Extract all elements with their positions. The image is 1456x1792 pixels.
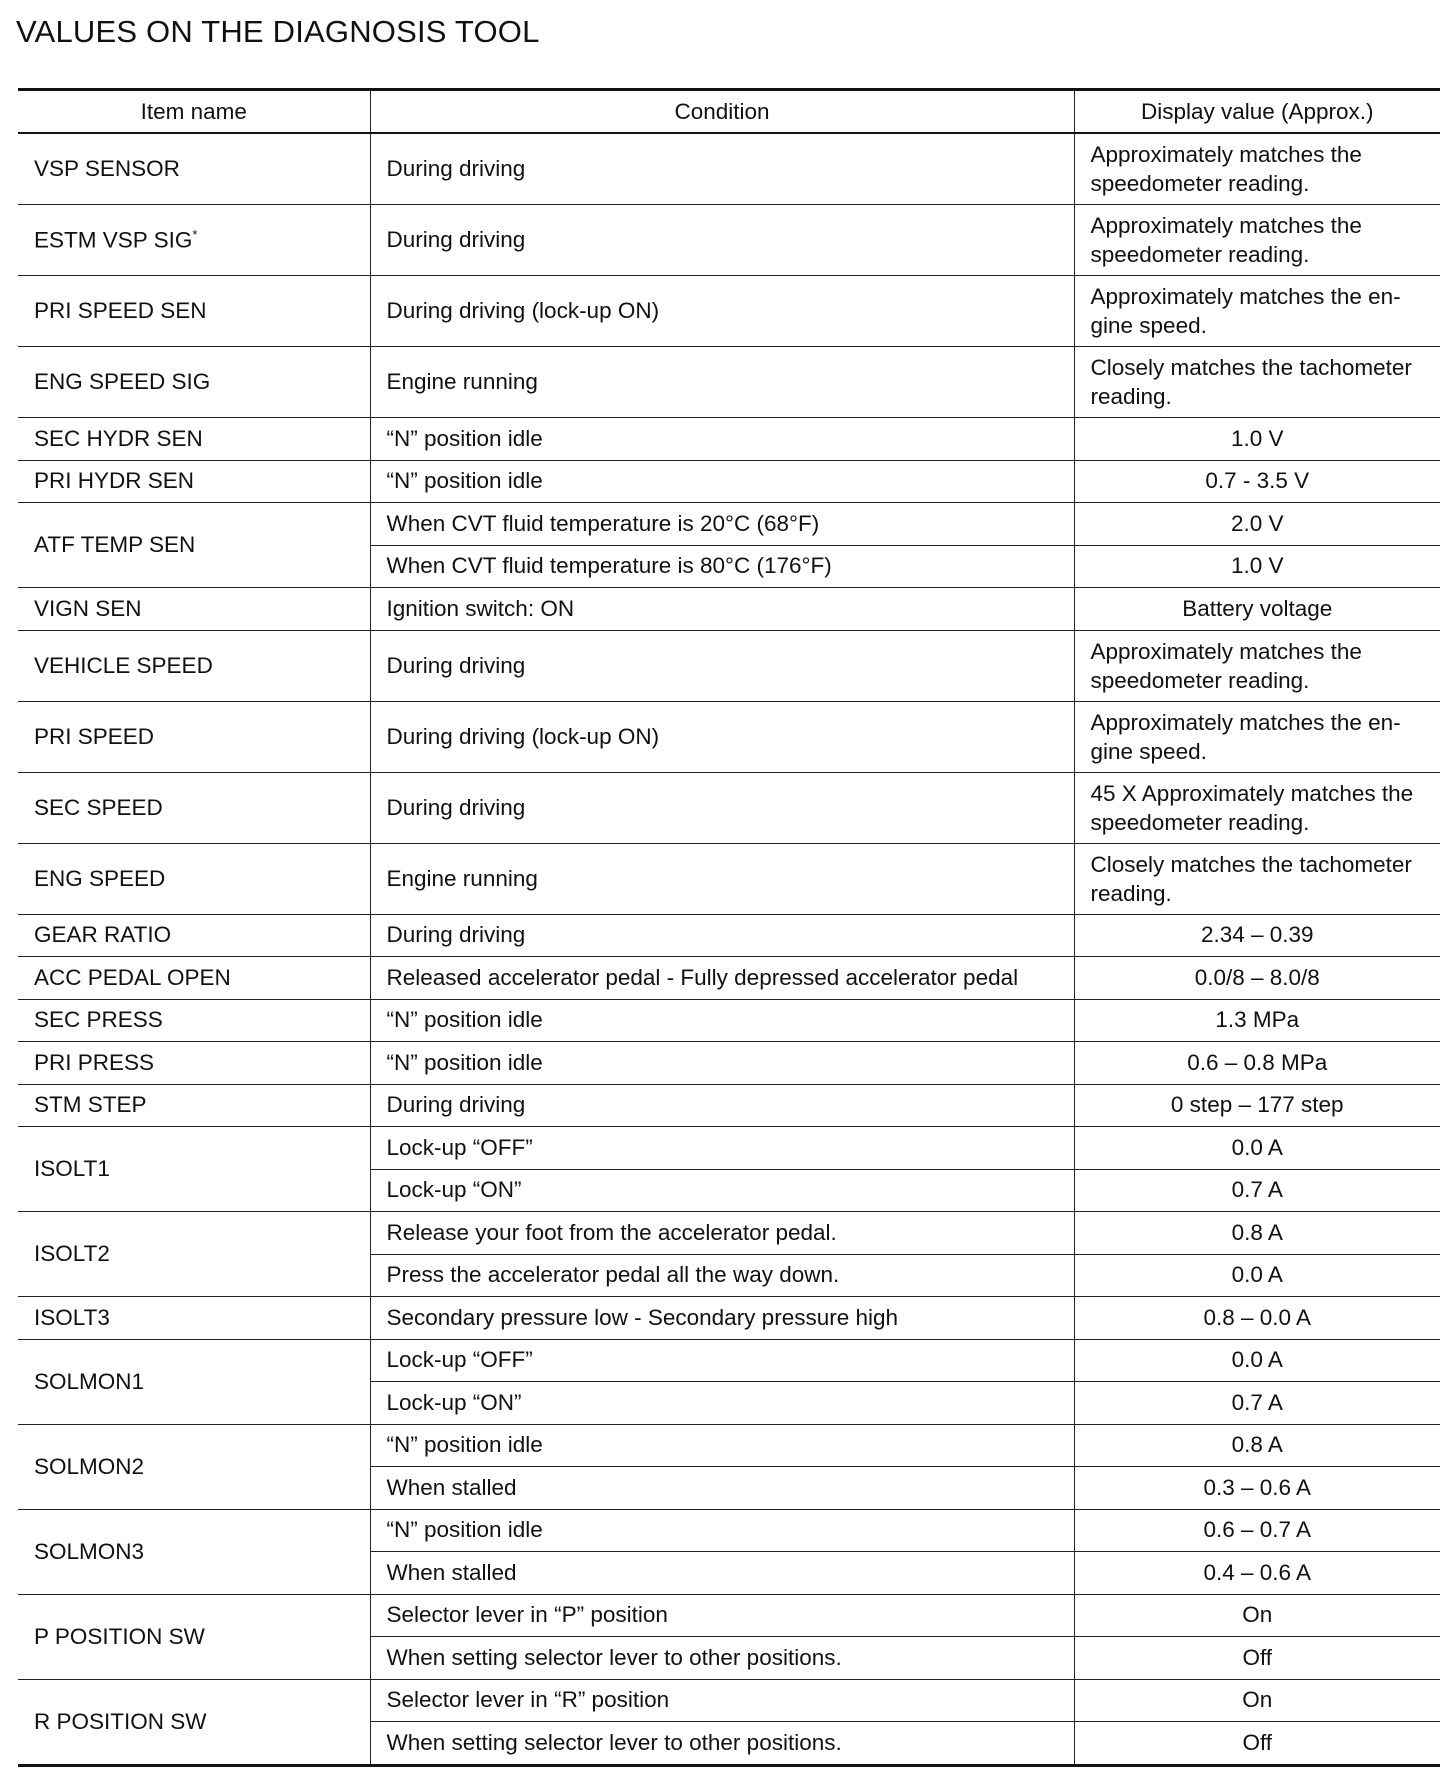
condition-cell: Secondary pressure low - Secondary pressure high bbox=[370, 1297, 1074, 1340]
item-name-cell bbox=[18, 1127, 370, 1212]
display-value-cell: 0.8 – 0.0 A bbox=[1074, 1297, 1440, 1340]
item-name-cell bbox=[18, 1424, 370, 1509]
display-value-cell: 45 X Approximately matches the speedometer reading. bbox=[1074, 772, 1440, 843]
condition-cell: “N” position idle bbox=[370, 1424, 1074, 1467]
condition-cell: “N” position idle bbox=[370, 1042, 1074, 1085]
item-name-cell bbox=[18, 701, 370, 772]
item-name-cell bbox=[18, 1084, 370, 1127]
condition-cell: During driving bbox=[370, 772, 1074, 843]
condition-cell: Selector lever in “R” position bbox=[370, 1679, 1074, 1722]
item-name-cell bbox=[18, 914, 370, 957]
condition-cell: Lock-up “ON” bbox=[370, 1169, 1074, 1212]
item-name: ENG SPEED bbox=[34, 865, 166, 891]
table-row bbox=[18, 276, 1440, 347]
item-name-cell bbox=[18, 1042, 370, 1085]
display-value-cell: Approximately matches the speedometer reading. bbox=[1074, 205, 1440, 276]
display-value-cell: 1.3 MPa bbox=[1074, 999, 1440, 1042]
condition-cell: Engine running bbox=[370, 347, 1074, 418]
condition-cell: Released accelerator pedal - Fully depressed accelerator pedal bbox=[370, 957, 1074, 1000]
item-name-cell bbox=[18, 460, 370, 503]
item-name-cell bbox=[18, 630, 370, 701]
condition-cell: Press the accelerator pedal all the way down. bbox=[370, 1254, 1074, 1297]
display-value-cell: On bbox=[1074, 1679, 1440, 1722]
item-name-cell bbox=[18, 588, 370, 631]
table-row bbox=[18, 1297, 1440, 1340]
condition-cell: When setting selector lever to other positions. bbox=[370, 1722, 1074, 1766]
item-name: SEC SPEED bbox=[34, 794, 163, 820]
item-name: P POSITION SW bbox=[34, 1623, 205, 1649]
item-name: VIGN SEN bbox=[34, 595, 142, 621]
item-name: VSP SENSOR bbox=[34, 156, 180, 181]
item-name: PRI PRESS bbox=[34, 1049, 155, 1075]
item-name: ACC PEDAL OPEN bbox=[34, 964, 231, 990]
page-title: VALUES ON THE DIAGNOSIS TOOL bbox=[16, 14, 540, 49]
condition-cell: During driving bbox=[370, 630, 1074, 701]
condition-cell: When CVT fluid temperature is 20°C (68°F) bbox=[370, 503, 1074, 546]
header-item-name: Item name bbox=[18, 90, 370, 134]
table-row bbox=[18, 503, 1440, 546]
item-name-cell bbox=[18, 1679, 370, 1765]
condition-cell: During driving bbox=[370, 914, 1074, 957]
header-condition: Condition bbox=[370, 90, 1074, 134]
display-value-cell: 0.8 A bbox=[1074, 1424, 1440, 1467]
table-row bbox=[18, 133, 1440, 205]
table-row bbox=[18, 914, 1440, 957]
display-value-cell: 0.0 A bbox=[1074, 1127, 1440, 1170]
table-row bbox=[18, 957, 1440, 1000]
condition-cell: When stalled bbox=[370, 1552, 1074, 1595]
item-name-cell bbox=[18, 1339, 370, 1424]
table-row bbox=[18, 701, 1440, 772]
display-value-cell: Approximately matches the speedometer reading. bbox=[1074, 133, 1440, 205]
item-name: STM STEP bbox=[34, 1092, 147, 1118]
item-name: PRI SPEED bbox=[34, 723, 155, 749]
item-name: GEAR RATIO bbox=[34, 922, 172, 948]
table-row bbox=[18, 1339, 1440, 1382]
condition-cell: When setting selector lever to other positions. bbox=[370, 1637, 1074, 1680]
display-value-cell: Off bbox=[1074, 1722, 1440, 1766]
table-row bbox=[18, 1509, 1440, 1552]
item-name-cell bbox=[18, 418, 370, 461]
condition-cell: When CVT fluid temperature is 80°C (176°F) bbox=[370, 545, 1074, 588]
item-name-cell bbox=[18, 999, 370, 1042]
display-value-cell: 0.3 – 0.6 A bbox=[1074, 1467, 1440, 1510]
display-value-cell: 0.8 A bbox=[1074, 1212, 1440, 1255]
item-name-cell bbox=[18, 957, 370, 1000]
display-value-cell: 0.7 A bbox=[1074, 1169, 1440, 1212]
condition-cell: “N” position idle bbox=[370, 460, 1074, 503]
display-value-cell: 2.34 – 0.39 bbox=[1074, 914, 1440, 957]
condition-cell: “N” position idle bbox=[370, 418, 1074, 461]
display-value-cell: Approximately matches the en-gine speed. bbox=[1074, 701, 1440, 772]
table-row bbox=[18, 1424, 1440, 1467]
header-display-value: Display value (Approx.) bbox=[1074, 90, 1440, 134]
item-name-cell bbox=[18, 205, 370, 276]
footnote-marker: * bbox=[192, 226, 198, 242]
item-name-cell bbox=[18, 1212, 370, 1297]
item-name-cell bbox=[18, 347, 370, 418]
table-row bbox=[18, 772, 1440, 843]
item-name: SOLMON3 bbox=[34, 1538, 145, 1564]
condition-cell: Release your foot from the accelerator pedal. bbox=[370, 1212, 1074, 1255]
item-name: SOLMON1 bbox=[34, 1368, 145, 1394]
table-row bbox=[18, 630, 1440, 701]
condition-cell: Engine running bbox=[370, 843, 1074, 914]
item-name: ISOLT1 bbox=[34, 1156, 110, 1181]
display-value-cell: 1.0 V bbox=[1074, 545, 1440, 588]
display-value-cell: Battery voltage bbox=[1074, 588, 1440, 631]
condition-cell: During driving bbox=[370, 133, 1074, 205]
condition-cell: “N” position idle bbox=[370, 999, 1074, 1042]
item-name: ESTM VSP SIG bbox=[34, 227, 193, 253]
display-value-cell: Closely matches the tachometer reading. bbox=[1074, 843, 1440, 914]
item-name-cell bbox=[18, 1509, 370, 1594]
condition-cell: Lock-up “OFF” bbox=[370, 1127, 1074, 1170]
table-header-row bbox=[18, 90, 1440, 134]
table-row bbox=[18, 205, 1440, 276]
table-row bbox=[18, 1127, 1440, 1170]
display-value-cell: Approximately matches the speedometer reading. bbox=[1074, 630, 1440, 701]
condition-cell: During driving bbox=[370, 1084, 1074, 1127]
item-name: ISOLT2 bbox=[34, 1241, 110, 1266]
display-value-cell: 0.4 – 0.6 A bbox=[1074, 1552, 1440, 1595]
condition-cell: Lock-up “OFF” bbox=[370, 1339, 1074, 1382]
table-row bbox=[18, 1212, 1440, 1255]
table-row bbox=[18, 1084, 1440, 1127]
display-value-cell: Approximately matches the en-gine speed. bbox=[1074, 276, 1440, 347]
item-name-cell bbox=[18, 276, 370, 347]
table-row bbox=[18, 843, 1440, 914]
table-row bbox=[18, 460, 1440, 503]
table-row bbox=[18, 1042, 1440, 1085]
item-name-cell bbox=[18, 772, 370, 843]
item-name: ISOLT3 bbox=[34, 1304, 110, 1330]
item-name-cell bbox=[18, 1297, 370, 1340]
table-row bbox=[18, 588, 1440, 631]
condition-cell: During driving (lock-up ON) bbox=[370, 701, 1074, 772]
item-name-cell bbox=[18, 503, 370, 588]
item-name: PRI SPEED SEN bbox=[34, 298, 207, 323]
condition-cell: Selector lever in “P” position bbox=[370, 1594, 1074, 1637]
item-name: SEC HYDR SEN bbox=[34, 425, 203, 451]
display-value-cell: 0 step – 177 step bbox=[1074, 1084, 1440, 1127]
condition-cell: “N” position idle bbox=[370, 1509, 1074, 1552]
display-value-cell: Closely matches the tachometer reading. bbox=[1074, 347, 1440, 418]
display-value-cell: 0.0 A bbox=[1074, 1339, 1440, 1382]
display-value-cell: On bbox=[1074, 1594, 1440, 1637]
display-value-cell: Off bbox=[1074, 1637, 1440, 1680]
table-row bbox=[18, 347, 1440, 418]
table-row bbox=[18, 418, 1440, 461]
table-row bbox=[18, 1594, 1440, 1637]
display-value-cell: 0.6 – 0.7 A bbox=[1074, 1509, 1440, 1552]
item-name-cell bbox=[18, 1594, 370, 1679]
condition-cell: Ignition switch: ON bbox=[370, 588, 1074, 631]
condition-cell: Lock-up “ON” bbox=[370, 1382, 1074, 1425]
display-value-cell: 0.0 A bbox=[1074, 1254, 1440, 1297]
display-value-cell: 0.0/8 – 8.0/8 bbox=[1074, 957, 1440, 1000]
item-name: ENG SPEED SIG bbox=[34, 369, 211, 394]
item-name: ATF TEMP SEN bbox=[34, 532, 196, 557]
display-value-cell: 1.0 V bbox=[1074, 418, 1440, 461]
item-name: VEHICLE SPEED bbox=[34, 652, 213, 678]
diagnosis-values-table bbox=[18, 88, 1440, 1767]
item-name: R POSITION SW bbox=[34, 1708, 207, 1734]
display-value-cell: 2.0 V bbox=[1074, 503, 1440, 546]
item-name: SEC PRESS bbox=[34, 1007, 163, 1033]
condition-cell: During driving (lock-up ON) bbox=[370, 276, 1074, 347]
item-name-cell bbox=[18, 843, 370, 914]
table-row bbox=[18, 999, 1440, 1042]
display-value-cell: 0.7 - 3.5 V bbox=[1074, 460, 1440, 503]
condition-cell: When stalled bbox=[370, 1467, 1074, 1510]
table-body bbox=[18, 133, 1440, 1765]
item-name-cell bbox=[18, 133, 370, 205]
condition-cell: During driving bbox=[370, 205, 1074, 276]
item-name: SOLMON2 bbox=[34, 1453, 145, 1479]
display-value-cell: 0.6 – 0.8 MPa bbox=[1074, 1042, 1440, 1085]
item-name: PRI HYDR SEN bbox=[34, 468, 195, 494]
display-value-cell: 0.7 A bbox=[1074, 1382, 1440, 1425]
table-row bbox=[18, 1679, 1440, 1722]
